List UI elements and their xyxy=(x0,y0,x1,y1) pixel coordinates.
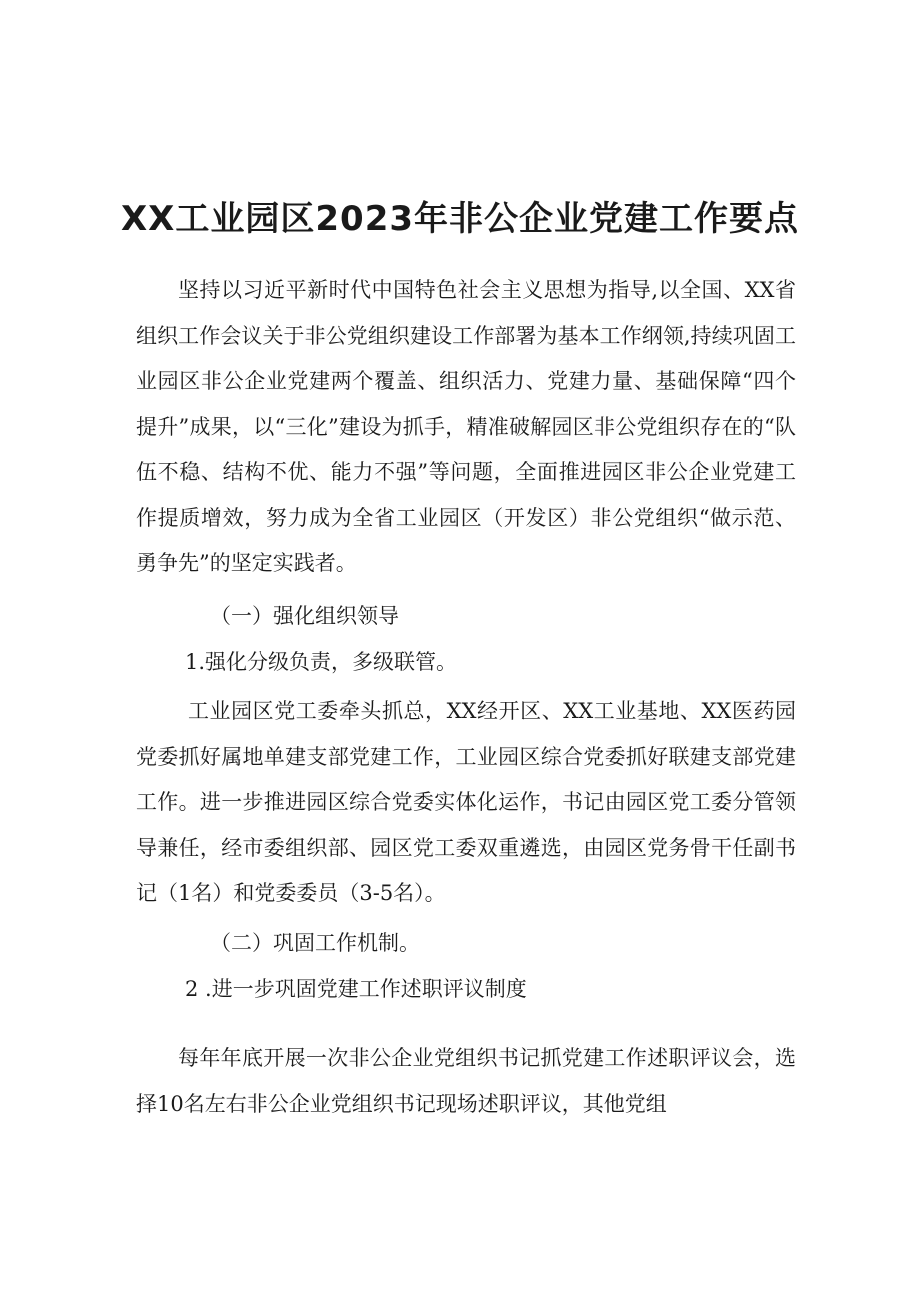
document-title: XX工业园区2023年非公企业党建工作要点 xyxy=(120,198,800,239)
intro-paragraph: 坚持以习近平新时代中国特色社会主义思想为指导,以全国、XX省组织工作会议关于非公党组织建设工作部署为基本工作纲领,持续巩固工业园区非公企业党建两个覆盖、组织活力、党建力量、基础保障“四个提升”成果，以“三化”建设为抓手，精准破解园区非公党组织存在的“队伍不稳、结构不优、能力不强”等问题，全面推进园区非公企业党建工作提质增效，努力成为全省工业园区（开发区）非公党组织“做示范、勇争先”的坚定实践者。 xyxy=(136,278,796,575)
section-heading-2: （二）巩固工作机制。 xyxy=(210,931,420,955)
item-heading-1: 1.强化分级负责，多级联管。 xyxy=(185,650,458,674)
item-body-2: 每年年底开展一次非公企业党组织书记抓党建工作述职评议会，选择10名左右非公企业党组织书记现场述职评议，其他党组 xyxy=(136,1046,796,1116)
item-heading-2: 2 .进一步巩固党建工作述职评议制度 xyxy=(185,977,527,1001)
section-heading-1: （一）强化组织领导 xyxy=(210,604,399,628)
item-body-1: 工业园区党工委牵头抓总，XX经开区、XX工业基地、XX医药园党委抓好属地单建支部党建工作，工业园区综合党委抓好联建支部党建工作。进一步推进园区综合党委实体化运作，书记由园区党工委分管领导兼任，经市委组织部、园区党工委双重遴选，由园区党务骨干任副书记（1名）和党委委员（3-5名）。 xyxy=(136,699,796,905)
